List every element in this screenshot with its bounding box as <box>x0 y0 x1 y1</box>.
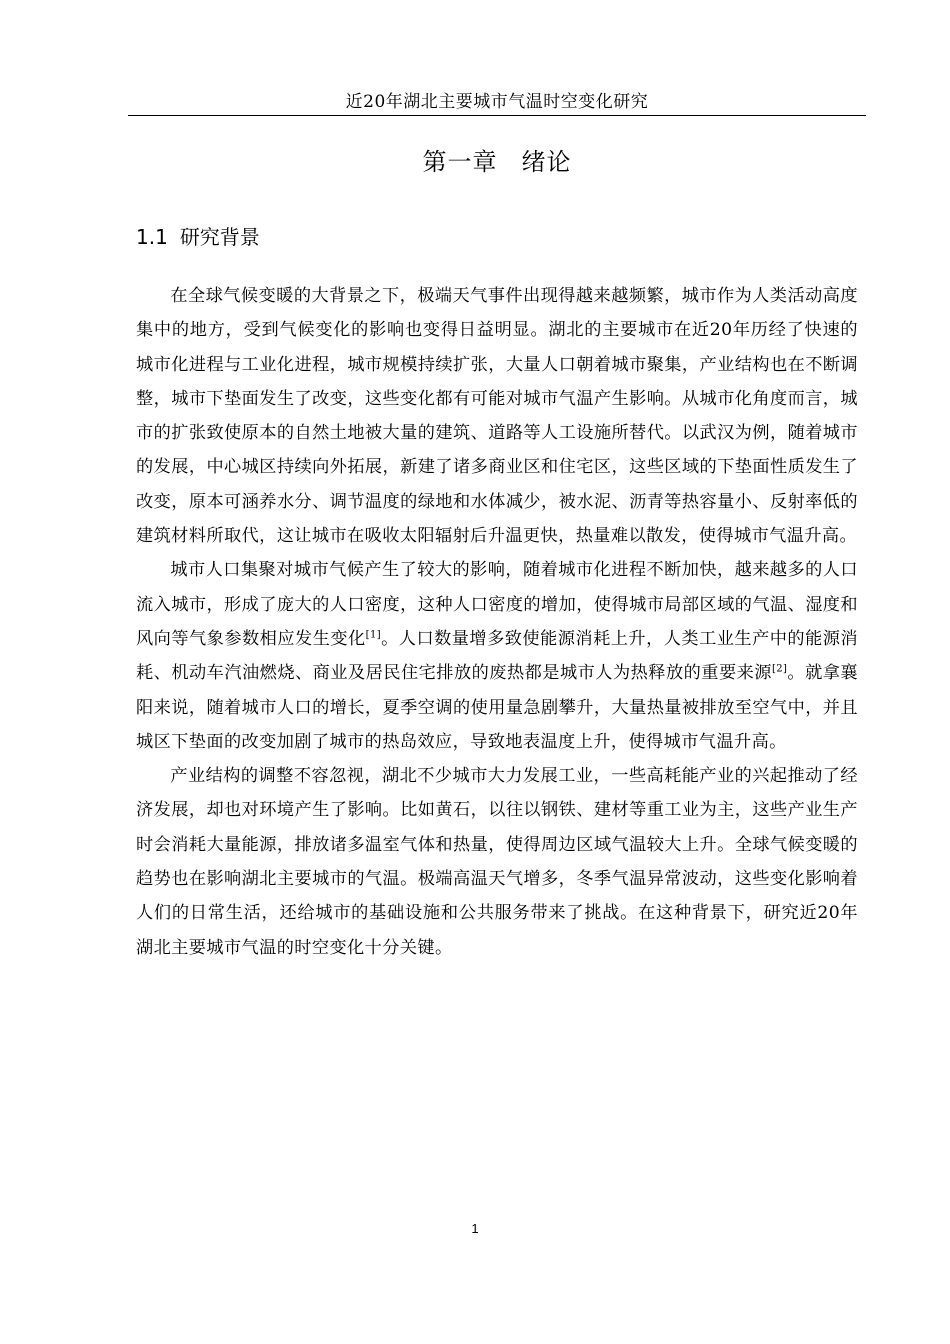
running-header: 近20年湖北主要城市气温时空变化研究 <box>345 92 649 112</box>
citation-2[interactable]: [2] <box>771 663 788 675</box>
page-number: 1 <box>471 1221 479 1236</box>
section-heading <box>136 222 260 252</box>
body-text <box>136 279 858 965</box>
chapter-label: 第一章 <box>422 148 498 176</box>
paragraph-2-part-2: 。人口数量增多致使能源消耗上升，人类工业生产中的能源消耗、机动车汽油燃烧、商业及居民住宅排放的废热都是城市人为热释放的重要来源 <box>136 628 858 684</box>
section-title: 研究背景 <box>179 225 260 249</box>
section-number: 1.1 <box>136 225 168 249</box>
paragraph-1: 在全球气候变暖的大背景之下，极端天气事件出现得越来越频繁，城市作为人类活动高度集中的地方，受到气候变化的影响也变得日益明显。湖北的主要城市在近20年历经了快速的城市化进程与工业化进程，城市规模持续扩张，大量人口朝着城市聚集，产业结构也在不断调整，城市下垫面发生了改变，这些变化都有可能对城市气温产生影响。从城市化角度而言，城市的扩张致使原本的自然土地被大量的建筑、道路等人工设施所替代。以武汉为例，随着城市的发展，中心城区持续向外拓展，新建了诸多商业区和住宅区，这些区域的下垫面性质发生了改变，原本可涵养水分、调节温度的绿地和水体减少，被水泥、沥青等热容量小、反射率低的建筑材料所取代，这让城市在吸收太阳辐射后升温更快，热量难以散发，使得城市气温升高。 <box>136 286 858 547</box>
paragraph-2-part-1: 城市人口集聚对城市气候产生了较大的影响，随着城市化进程不断加快，越来越多的人口流入城市，形成了庞大的人口密度，这种人口密度的增加，使得城市局部区域的气温、湿度和风向等气象参数相应发生变化 <box>136 560 858 649</box>
citation-1[interactable]: [1] <box>365 629 382 641</box>
chapter-title <box>128 144 866 180</box>
paragraph-3: 产业结构的调整不容忽视，湖北不少城市大力发展工业，一些高耗能产业的兴起推动了经济发展，却也对环境产生了影响。比如黄石，以往以钢铁、建材等重工业为主，这些产业生产时会消耗大量能源，排放诸多温室气体和热量，使得周边区域气温较大上升。全球气候变暖的趋势也在影响湖北主要城市的气温。极端高温天气增多，冬季气温异常波动，这些变化影响着人们的日常生活，还给城市的基础设施和公共服务带来了挑战。在这种背景下，研究近20年湖北主要城市气温的时空变化十分关键。 <box>136 766 858 958</box>
chapter-name: 绪论 <box>521 148 572 176</box>
paragraph-2-part-3: 。就拿襄阳来说，随着城市人口的增长，夏季空调的使用量急剧攀升，大量热量被排放至空气中，并且城区下垫面的改变加剧了城市的热岛效应，导致地表温度上升，使得城市气温升高。 <box>136 663 858 752</box>
paragraph-2 <box>136 553 858 759</box>
header-rule <box>128 115 866 116</box>
